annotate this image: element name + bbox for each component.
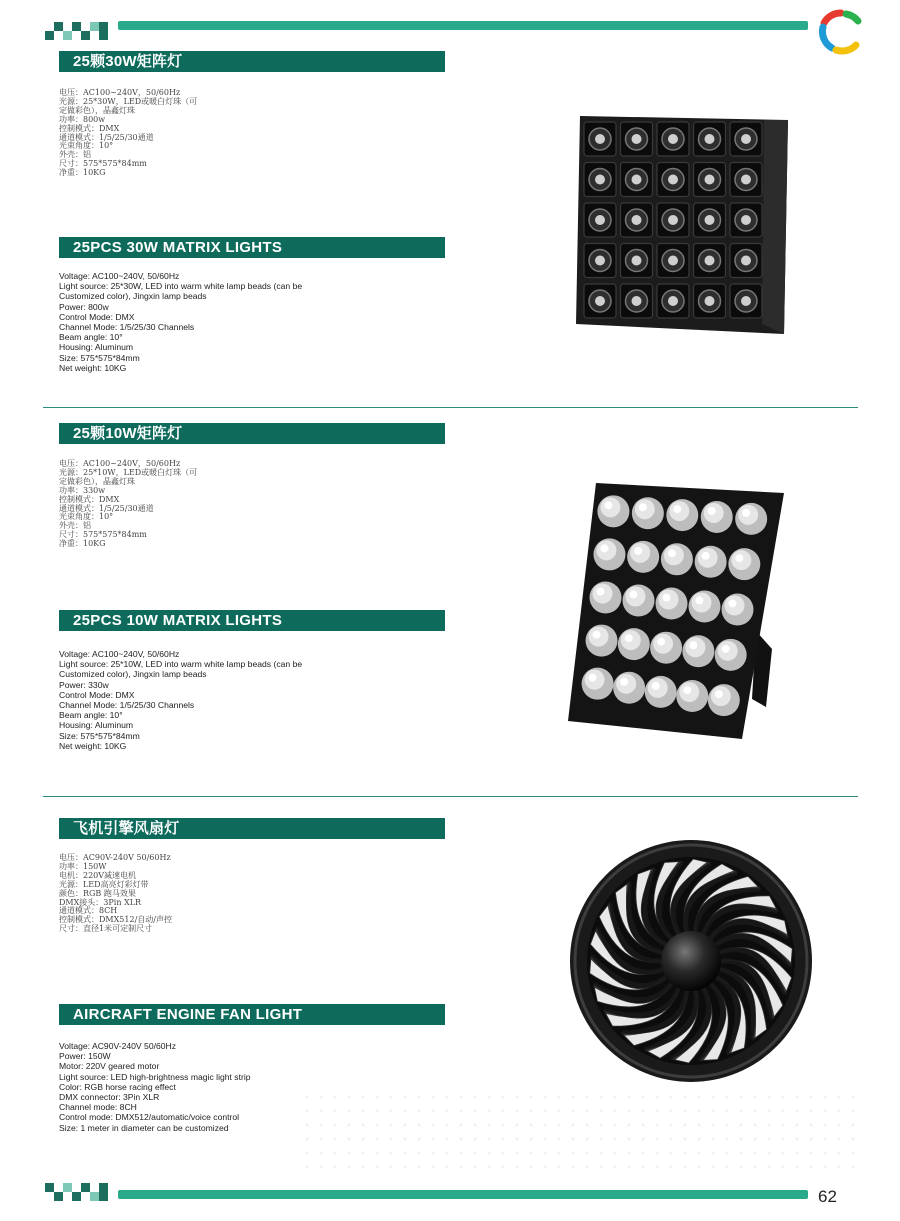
spec-line: 控制模式：DMX bbox=[59, 494, 120, 504]
spec-line: 净重：10KG bbox=[59, 539, 106, 549]
section-divider bbox=[43, 407, 858, 408]
spec-line: 电压：AC90V-240V 50/60Hz bbox=[59, 853, 171, 862]
spec-line: Net weight: 10KG bbox=[59, 362, 127, 373]
spec-line: Beam angle: 10° bbox=[59, 332, 123, 343]
matrix-light-10w-icon bbox=[566, 481, 788, 741]
product-title-cn: 飞机引擎风扇灯 bbox=[59, 818, 445, 839]
spec-line: 电压：AC100~240V，50/60Hz bbox=[59, 88, 181, 97]
spec-line: Voltage: AC90V-240V 50/60Hz bbox=[59, 1041, 177, 1051]
footer-bar bbox=[118, 1190, 808, 1199]
spec-line: 净重：10KG bbox=[59, 168, 106, 178]
product-title-cn: 25颗10W矩阵灯 bbox=[59, 423, 445, 444]
engine-fan-light-icon bbox=[568, 838, 814, 1084]
spec-line: Motor: 220V geared motor bbox=[59, 1061, 160, 1072]
spec-line: Size: 1 meter in diameter can be customized bbox=[59, 1122, 229, 1133]
dot-pattern bbox=[300, 1090, 860, 1180]
matrix-light-30w-icon bbox=[574, 112, 792, 334]
product-specs-cn bbox=[59, 89, 219, 178]
spec-line: 控制模式：DMX512/自动/声控 bbox=[59, 915, 172, 925]
product-specs-en bbox=[59, 649, 329, 751]
spec-line: Channel mode: 8CH bbox=[59, 1102, 137, 1113]
spec-line: 光源：25*30W，LED或暖白灯珠（可 bbox=[59, 96, 198, 106]
spec-line: 外壳：铝 bbox=[59, 521, 91, 531]
brand-logo-icon bbox=[818, 9, 864, 55]
checker-pattern-top bbox=[45, 18, 111, 40]
spec-line: Customized color), Jingxin lamp beads bbox=[59, 291, 207, 302]
product-specs-cn bbox=[59, 460, 219, 549]
spec-line: Beam angle: 10° bbox=[59, 710, 123, 721]
spec-line: DMX接头：3Pin XLR bbox=[59, 897, 142, 907]
spec-line: Light source: 25*30W, LED into warm white lamp beads (can be bbox=[59, 281, 303, 292]
product-specs-en bbox=[59, 1041, 329, 1133]
product-specs-cn bbox=[59, 854, 219, 934]
product-title-en: 25PCS 30W MATRIX LIGHTS bbox=[59, 237, 445, 258]
spec-line: Customized color), Jingxin lamp beads bbox=[59, 669, 207, 680]
page-number: 62 bbox=[818, 1187, 837, 1206]
spec-line: 光束角度：10° bbox=[59, 512, 114, 522]
spec-line: 尺寸：575*575*84mm bbox=[59, 530, 147, 540]
spec-line: Power: 150W bbox=[59, 1051, 111, 1062]
spec-line: Power: 330w bbox=[59, 679, 109, 690]
spec-line: 光源：LED高亮灯彩灯带 bbox=[59, 879, 149, 889]
spec-line: Control Mode: DMX bbox=[59, 311, 135, 322]
spec-line: Control mode: DMX512/automatic/voice control bbox=[59, 1112, 240, 1123]
spec-line: 功率：150W bbox=[59, 861, 107, 871]
spec-line: Channel Mode: 1/5/25/30 Channels bbox=[59, 700, 195, 711]
spec-line: 尺寸：直径1米可定制尺寸 bbox=[59, 924, 153, 934]
header-bar bbox=[118, 21, 808, 30]
spec-line: 定做彩色），晶鑫灯珠 bbox=[59, 476, 135, 486]
spec-line: 定做彩色），晶鑫灯珠 bbox=[59, 105, 135, 115]
spec-line: Control Mode: DMX bbox=[59, 689, 135, 700]
spec-line: 光源：25*10W，LED或暖白灯珠（可 bbox=[59, 467, 198, 477]
spec-line: Light source: 25*10W, LED into warm white lamp beads (can be bbox=[59, 659, 303, 670]
product-specs-en bbox=[59, 271, 329, 373]
checker-pattern-bottom bbox=[45, 1179, 111, 1201]
spec-line: 功率：330w bbox=[59, 485, 106, 495]
product-title-en: 25PCS 10W MATRIX LIGHTS bbox=[59, 610, 445, 631]
spec-line: 光束角度：10° bbox=[59, 141, 114, 151]
spec-line: 尺寸：575*575*84mm bbox=[59, 159, 147, 169]
spec-line: 通道模式：8CH bbox=[59, 906, 118, 916]
spec-line: 外壳：铝 bbox=[59, 150, 91, 160]
spec-line: Housing: Aluminum bbox=[59, 720, 134, 731]
spec-line: Size: 575*575*84mm bbox=[59, 730, 140, 741]
product-title-cn: 25颗30W矩阵灯 bbox=[59, 51, 445, 72]
spec-line: Power: 800w bbox=[59, 301, 109, 312]
section-divider bbox=[43, 796, 858, 797]
spec-line: Voltage: AC100~240V, 50/60Hz bbox=[59, 271, 180, 281]
spec-line: Voltage: AC100~240V, 50/60Hz bbox=[59, 649, 180, 659]
spec-line: 通道模式：1/5/25/30通道 bbox=[59, 503, 154, 513]
spec-line: 电机：220V减速电机 bbox=[59, 870, 137, 880]
spec-line: Net weight: 10KG bbox=[59, 740, 127, 751]
spec-line: DMX connector: 3Pin XLR bbox=[59, 1092, 160, 1103]
spec-line: 电压：AC100~240V，50/60Hz bbox=[59, 459, 181, 468]
spec-line: Channel Mode: 1/5/25/30 Channels bbox=[59, 322, 195, 333]
spec-line: 控制模式：DMX bbox=[59, 123, 120, 133]
spec-line: Size: 575*575*84mm bbox=[59, 352, 140, 363]
spec-line: Color: RGB horse racing effect bbox=[59, 1081, 176, 1092]
spec-line: 颜色：RGB 跑马效果 bbox=[59, 888, 136, 898]
spec-line: 功率：800w bbox=[59, 114, 106, 124]
product-title-en: AIRCRAFT ENGINE FAN LIGHT bbox=[59, 1004, 445, 1025]
spec-line: 通道模式：1/5/25/30通道 bbox=[59, 132, 154, 142]
spec-line: Light source: LED high-brightness magic light strip bbox=[59, 1071, 251, 1082]
spec-line: Housing: Aluminum bbox=[59, 342, 134, 353]
